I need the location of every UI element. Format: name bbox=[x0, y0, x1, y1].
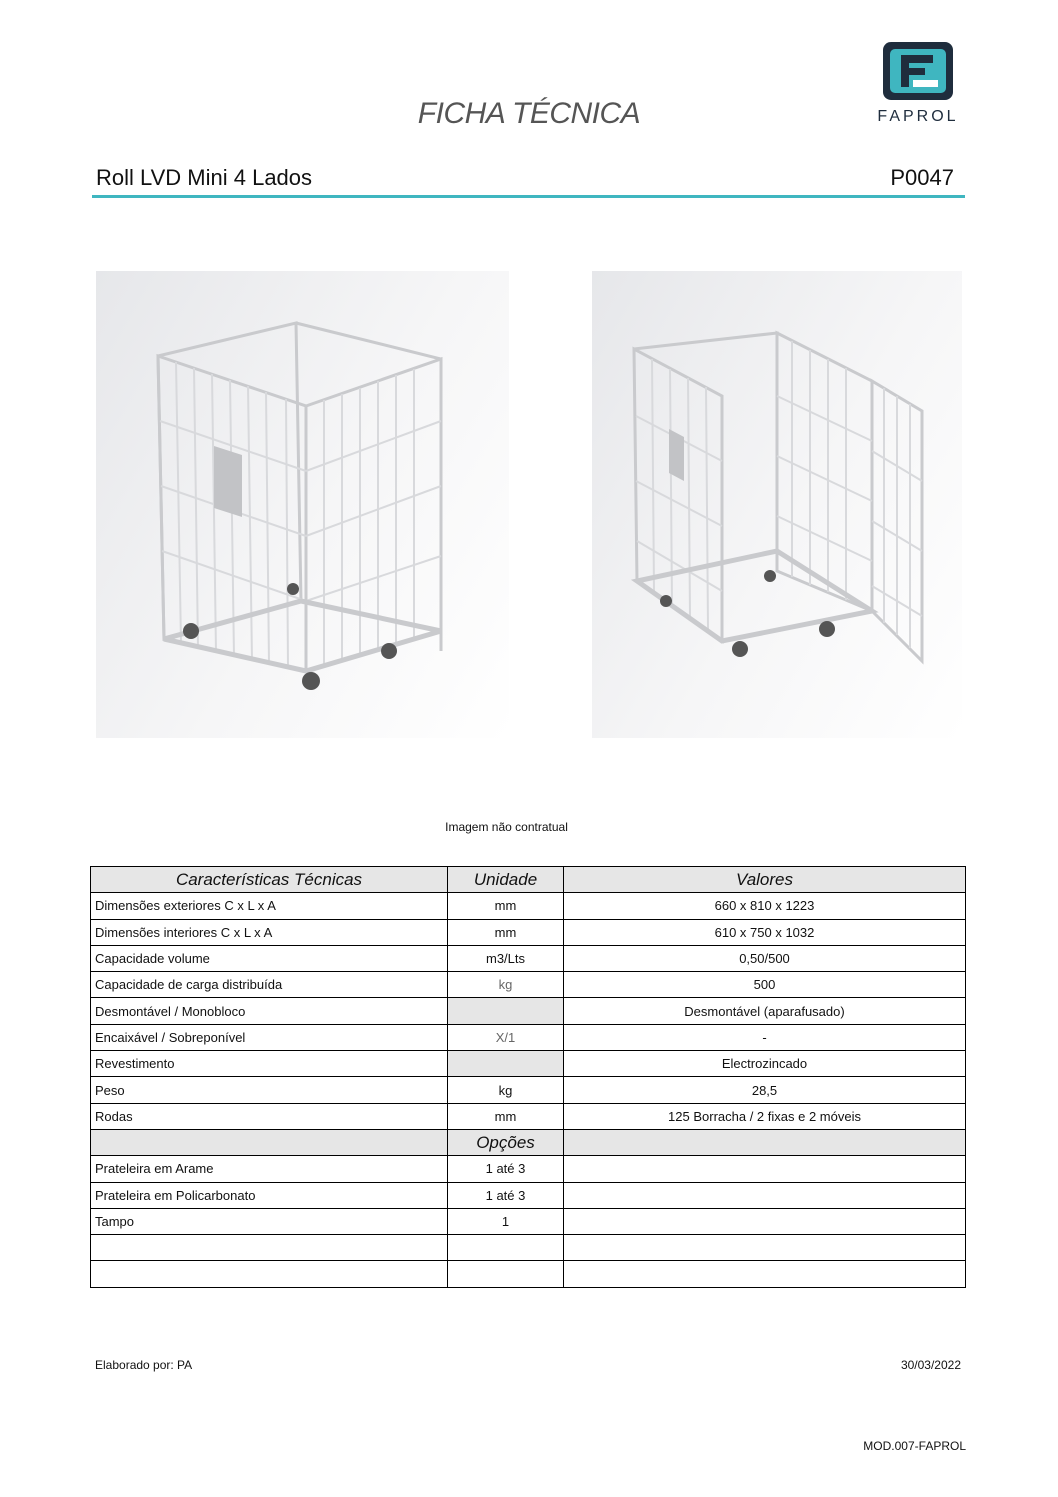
option-unit: 1 bbox=[448, 1208, 564, 1234]
row-value: Desmontável (aparafusado) bbox=[564, 998, 966, 1024]
table-row bbox=[91, 1051, 966, 1077]
roll-container-closed-image bbox=[96, 271, 509, 738]
row-label: Revestimento bbox=[91, 1051, 448, 1077]
row-label: Rodas bbox=[91, 1103, 448, 1129]
header-values: Valores bbox=[564, 867, 966, 893]
document-title: FICHA TÉCNICA bbox=[417, 97, 641, 130]
option-value bbox=[564, 1235, 966, 1261]
table-header-row bbox=[91, 867, 966, 893]
option-unit: 1 até 3 bbox=[448, 1156, 564, 1182]
option-unit bbox=[448, 1261, 564, 1287]
option-value bbox=[564, 1182, 966, 1208]
options-header-row bbox=[91, 1129, 966, 1155]
row-unit: kg bbox=[448, 972, 564, 998]
option-label: Prateleira em Arame bbox=[91, 1156, 448, 1182]
row-label: Desmontável / Monobloco bbox=[91, 998, 448, 1024]
table-row bbox=[91, 1208, 966, 1234]
table-row bbox=[91, 998, 966, 1024]
table-row bbox=[91, 1182, 966, 1208]
row-unit: m3/Lts bbox=[448, 945, 564, 971]
option-label bbox=[91, 1261, 448, 1287]
table-row bbox=[91, 1261, 966, 1287]
row-unit: X/1 bbox=[448, 1024, 564, 1050]
options-header: Opções bbox=[448, 1129, 564, 1155]
row-unit: mm bbox=[448, 1103, 564, 1129]
table-row bbox=[91, 1103, 966, 1129]
table-row bbox=[91, 1156, 966, 1182]
option-label: Tampo bbox=[91, 1208, 448, 1234]
technical-specs-table bbox=[90, 866, 966, 1288]
row-unit bbox=[448, 998, 564, 1024]
table-row bbox=[91, 945, 966, 971]
row-value: 610 x 750 x 1032 bbox=[564, 919, 966, 945]
prepared-by: Elaborado por: PA bbox=[95, 1358, 193, 1372]
faprol-logo bbox=[868, 40, 968, 130]
row-value: Electrozincado bbox=[564, 1051, 966, 1077]
option-unit: 1 até 3 bbox=[448, 1182, 564, 1208]
title-divider bbox=[92, 195, 965, 198]
row-unit: kg bbox=[448, 1077, 564, 1103]
row-label: Capacidade de carga distribuída bbox=[91, 972, 448, 998]
header-characteristics: Características Técnicas bbox=[91, 867, 448, 893]
image-disclaimer: Imagem não contratual bbox=[445, 820, 568, 834]
row-unit: mm bbox=[448, 919, 564, 945]
product-name: Roll LVD Mini 4 Lados bbox=[96, 165, 313, 190]
product-photo-open-door bbox=[592, 271, 962, 738]
options-header-blank bbox=[91, 1129, 448, 1155]
option-value bbox=[564, 1261, 966, 1287]
row-value: 660 x 810 x 1223 bbox=[564, 893, 966, 919]
row-unit: mm bbox=[448, 893, 564, 919]
row-value: 500 bbox=[564, 972, 966, 998]
form-code: MOD.007-FAPROL bbox=[863, 1439, 966, 1453]
row-value: 0,50/500 bbox=[564, 945, 966, 971]
logo-text: FAPROL bbox=[877, 108, 959, 125]
table-row bbox=[91, 1077, 966, 1103]
option-label: Prateleira em Policarbonato bbox=[91, 1182, 448, 1208]
row-value: 28,5 bbox=[564, 1077, 966, 1103]
table-row bbox=[91, 972, 966, 998]
options-header-blank bbox=[564, 1129, 966, 1155]
option-label bbox=[91, 1235, 448, 1261]
document-date: 30/03/2022 bbox=[900, 1358, 961, 1372]
row-label: Dimensões interiores C x L x A bbox=[91, 919, 448, 945]
row-label: Dimensões exteriores C x L x A bbox=[91, 893, 448, 919]
header-unit: Unidade bbox=[448, 867, 564, 893]
row-label: Peso bbox=[91, 1077, 448, 1103]
product-photo-closed bbox=[96, 271, 509, 738]
table-row bbox=[91, 1235, 966, 1261]
product-code: P0047 bbox=[890, 165, 954, 190]
table-row bbox=[91, 893, 966, 919]
table-row bbox=[91, 919, 966, 945]
table-row bbox=[91, 1024, 966, 1050]
option-value bbox=[564, 1208, 966, 1234]
option-value bbox=[564, 1156, 966, 1182]
option-unit bbox=[448, 1235, 564, 1261]
row-value: 125 Borracha / 2 fixas e 2 móveis bbox=[564, 1103, 966, 1129]
row-label: Capacidade volume bbox=[91, 945, 448, 971]
row-value: - bbox=[564, 1024, 966, 1050]
row-unit bbox=[448, 1051, 564, 1077]
roll-container-open-image bbox=[592, 271, 962, 738]
row-label: Encaixável / Sobreponível bbox=[91, 1024, 448, 1050]
